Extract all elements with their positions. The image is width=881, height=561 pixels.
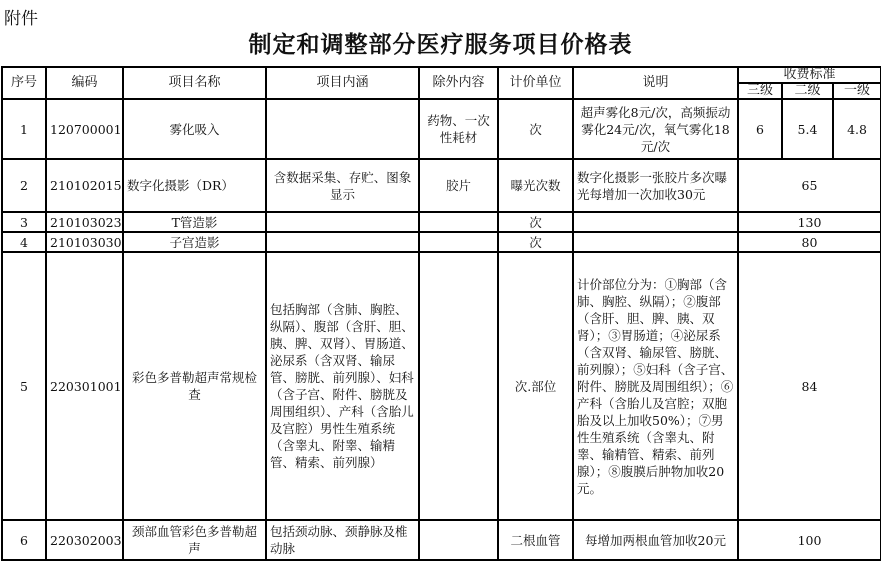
table-row bbox=[2, 520, 881, 560]
header-name: 项目名称 bbox=[123, 67, 266, 99]
page-title: 制定和调整部分医疗服务项目价格表 bbox=[248, 31, 633, 58]
cell-unit: 次 bbox=[498, 99, 573, 159]
header-content: 项目内涵 bbox=[266, 67, 419, 99]
cell-seq: 3 bbox=[2, 212, 46, 232]
price-table bbox=[1, 66, 881, 561]
cell-name: 彩色多普勒超声常规检查 bbox=[123, 252, 266, 520]
cell-note: 计价部位分为：①胸部（含肺、胸腔、纵隔）；②腹部（含肝、胆、脾、胰、双肾）；③胃肠道；④泌尿系（含双肾、输尿管、膀胱、前列腺）；⑤妇科（含子宫、附件、膀胱及周围组织）；⑥产科（含胎儿及宫腔；双胞胎及以上加收50%）；⑦男性生殖系统（含睾丸、附睾、输精管、精索、前列腺）；⑧腹膜后肿物加收20元。 bbox=[573, 252, 738, 520]
header-level3: 三级 bbox=[738, 83, 782, 99]
header-level1: 一级 bbox=[833, 83, 881, 99]
table-row bbox=[2, 99, 881, 159]
cell-unit: 曝光次数 bbox=[498, 159, 573, 212]
cell-note bbox=[573, 232, 738, 252]
cell-seq: 6 bbox=[2, 520, 46, 560]
cell-excluded: 药物、一次性耗材 bbox=[419, 99, 498, 159]
cell-excluded bbox=[419, 212, 498, 232]
cell-content: 包括颈动脉、颈静脉及椎动脉 bbox=[266, 520, 419, 560]
cell-price: 65 bbox=[738, 159, 881, 212]
table-row bbox=[2, 252, 881, 520]
cell-code: 210102015 bbox=[46, 159, 123, 212]
cell-code: 220301001 bbox=[46, 252, 123, 520]
cell-seq: 5 bbox=[2, 252, 46, 520]
header-note: 说明 bbox=[573, 67, 738, 99]
header-level2: 二级 bbox=[782, 83, 833, 99]
cell-name: T管造影 bbox=[123, 212, 266, 232]
cell-name: 数字化摄影（DR） bbox=[123, 159, 266, 212]
header-fee: 收费标准 bbox=[738, 67, 881, 83]
cell-price: 100 bbox=[738, 520, 881, 560]
cell-price: 80 bbox=[738, 232, 881, 252]
header-code: 编码 bbox=[46, 67, 123, 99]
header-excluded: 除外内容 bbox=[419, 67, 498, 99]
cell-excluded bbox=[419, 252, 498, 520]
cell-level1: 4.8 bbox=[833, 99, 881, 159]
table-row bbox=[2, 159, 881, 212]
cell-unit: 二根血管 bbox=[498, 520, 573, 560]
cell-level3: 6 bbox=[738, 99, 782, 159]
cell-code: 120700001 bbox=[46, 99, 123, 159]
cell-content bbox=[266, 232, 419, 252]
header-unit: 计价单位 bbox=[498, 67, 573, 99]
cell-name: 子宫造影 bbox=[123, 232, 266, 252]
cell-code: 210103030 bbox=[46, 232, 123, 252]
table-row bbox=[2, 232, 881, 252]
cell-unit: 次 bbox=[498, 212, 573, 232]
cell-excluded bbox=[419, 232, 498, 252]
header-seq: 序号 bbox=[2, 67, 46, 99]
cell-unit: 次.部位 bbox=[498, 252, 573, 520]
cell-seq: 2 bbox=[2, 159, 46, 212]
attachment-label: 附件 bbox=[4, 9, 38, 29]
cell-excluded: 胶片 bbox=[419, 159, 498, 212]
cell-note: 每增加两根血管加收20元 bbox=[573, 520, 738, 560]
cell-excluded bbox=[419, 520, 498, 560]
cell-content bbox=[266, 212, 419, 232]
cell-content bbox=[266, 99, 419, 159]
cell-name: 雾化吸入 bbox=[123, 99, 266, 159]
cell-name: 颈部血管彩色多普勒超声 bbox=[123, 520, 266, 560]
cell-seq: 4 bbox=[2, 232, 46, 252]
cell-content: 包括胸部（含肺、胸腔、纵隔）、腹部（含肝、胆、胰、脾、双肾）、胃肠道、泌尿系（含双肾、输尿管、膀胱、前列腺）、妇科（含子宫、附件、膀胱及周围组织）、产科（含胎儿及宫腔）男性生殖系统（含睾丸、附睾、输精管、精索、前列腺） bbox=[266, 252, 419, 520]
table-row bbox=[2, 212, 881, 232]
cell-note: 数字化摄影一张胶片多次曝光每增加一次加收30元 bbox=[573, 159, 738, 212]
cell-price: 84 bbox=[738, 252, 881, 520]
cell-level2: 5.4 bbox=[782, 99, 833, 159]
cell-code: 210103023 bbox=[46, 212, 123, 232]
cell-unit: 次 bbox=[498, 232, 573, 252]
cell-price: 130 bbox=[738, 212, 881, 232]
cell-seq: 1 bbox=[2, 99, 46, 159]
cell-note bbox=[573, 212, 738, 232]
cell-code: 220302003 bbox=[46, 520, 123, 560]
cell-content: 含数据采集、存贮、图象显示 bbox=[266, 159, 419, 212]
cell-note: 超声雾化8元/次，高频振动雾化24元/次，氧气雾化18元/次 bbox=[573, 99, 738, 159]
